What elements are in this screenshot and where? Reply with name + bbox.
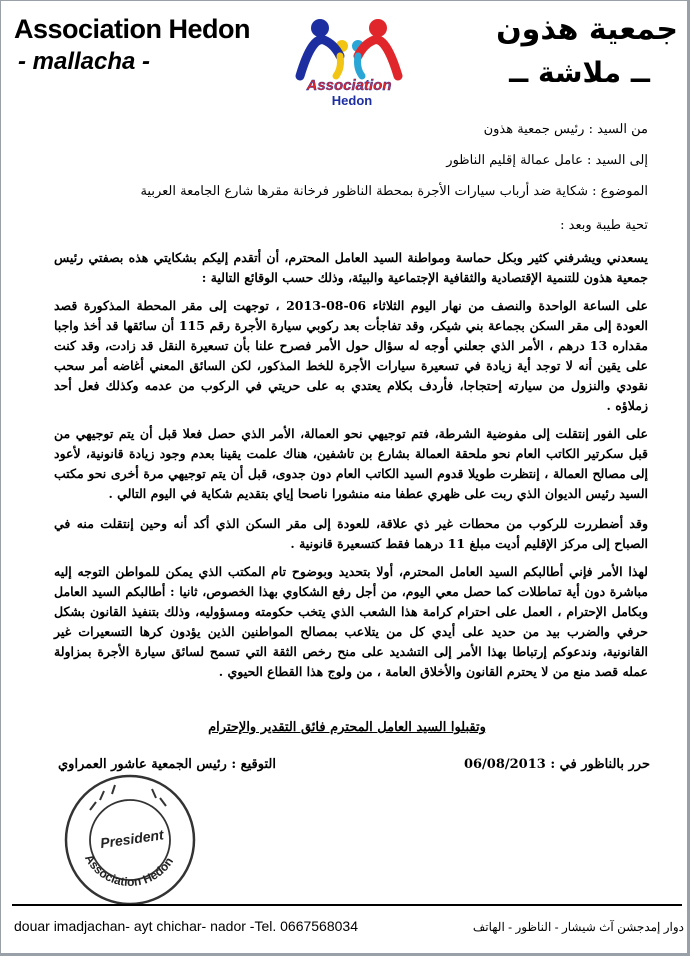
- paragraph-intro: يسعدني ويشرفني كثير وبكل حماسة ومواطنة السيد العامل المحترم، أن أتقدم إليكم بشكايتي هذه بصفتي رئيس جمعية هذون للتنمية الإقتصادية والثقافية الإجتماعية والبيئة، وذلك حسب الوقائع التالية :: [54, 250, 648, 285]
- association-stamp: [60, 770, 200, 910]
- footer-divider: [12, 904, 682, 906]
- letter-from: من السيد : رئيس جمعية هذون: [483, 122, 648, 137]
- date-line: حرر بالناظور في : 06/08/2013: [463, 757, 650, 772]
- town-name-latin: - mallacha -: [18, 48, 151, 75]
- logo-text-association: Association: [306, 77, 392, 94]
- letter-subject: الموضوع : شكاية ضد أرباب سيارات الأجرة بمحطة الناظور فرخانة مقرها شارع الجامعة العربية: [140, 184, 648, 199]
- town-name-arabic: ــ ملاشة ــ: [509, 56, 650, 89]
- logo-text-hedon: Hedon: [331, 93, 373, 108]
- paragraph-followup: على الفور إنتقلت إلى مفوضية الشرطة، فتم توجيهي نحو العمالة، الأمر الذي حصل فعلا قبل أن يتم توجيهي من قبل سكرتير الكاتب العام نحو ملحقة العمالة بشارع بن تاشفين، هناك علمت يقينا بعدم وجود زيادة قانونية، لأعود إلى مصالح العمالة ، إنتظرت طويلا قدوم السيد الكاتب العام دون جدوى، قبل أن يتم توجيهي مرة أخرى نحو مكتب السيد رئيس الديوان الذي ربت على ظهري عطفا منه منشورا ناصحا إياي بتقديم شكاية في اليوم التالي .: [54, 426, 648, 501]
- paragraph-demands: لهذا الأمر فإني أطالبكم السيد العامل المحترم، أولا بتحديد وبوضوح تام المكتب الذي يمكن للمواطن التوجه إليه مباشرة دون أية تماطلات كما حصل معي اليوم، من أجل رفع الشكاوي بهذا الخصوص، ثانيا : أطالبكم السيد العامل وبكامل الإحترام ، العمل على احترام كرامة هذا الشعب الذي يتخب حكومته ومسؤوليه، وذلك بتنفيذ القانون بشكل حرفي والضرب بيد من حديد على أيدي كل من يتلاعب بمصالح المواطنين الذين يؤدون كرها التسعيرات غير القانونية، وندعوكم إرتباطا بهذا الأمر إلى التشديد على منح رخص الثقة التي تسمح لسائق سيارة الأجرة بمزاولة عمله قصد منع من لا يحترم القانون والأخلاق العامة ، من ولوج هذا القطاع الحيوي .: [54, 564, 648, 679]
- letter-greeting: تحية طيبة وبعد :: [560, 218, 648, 233]
- signature-label: التوقيع : رئيس الجمعية عاشور العمراوي: [58, 757, 276, 772]
- stamp-org-text: Association Hedon: [82, 851, 177, 890]
- stamp-president-text: President: [99, 826, 165, 852]
- paragraph-return: وقد أضطررت للركوب من محطات غير ذي علاقة، للعودة إلى مقر السكن الذي أكد أنه وحين إنتقلت منه في الصباح إلى مركز الإقليم أديت مبلغ 11 درهما فقط كتسعيرة قانونية .: [54, 516, 648, 551]
- letter-to: إلى السيد : عامل عمالة إقليم الناظور: [446, 153, 648, 168]
- footer-address-arabic: دوار إمدجشن آث شيشار - الناظور - الهاتف: [472, 920, 684, 934]
- paragraph-incident: على الساعة الواحدة والنصف من نهار اليوم الثلاثاء 06-08-2013 ، توجهت إلى مقر المحطة المذكورة قصد العودة إلى مقر السكن بجماعة بني شيكر، وقد تفاجأت بعد ركوبي سيارة الأجرة رقم 115 أن سائقها قد أخذ واجبا مقداره 13 درهم ، الأمر الذي جعلني أوجه له سؤال حول الأمر فصرح علنا بأن تسعيرة النقل قد زادت، وقد كنت على يقين أنه لا توجد أية زيادة في تسعيرة سيارات الأجرة للخط المذكور، لكن السائق المعني أغاضه أمر سحب نقودي والنزول من سيارته إحتجاجا، فأردف بكلام يعتدي به على حريتي في الركوب من عدمه وكذلك فعل أحد زملاؤه .: [54, 298, 648, 413]
- org-name-arabic: جمعية هذون: [496, 12, 678, 47]
- closing-line: وتقبلوا السيد العامل المحترم فائق التقدير والإحترام: [208, 720, 486, 735]
- footer-address-latin: douar imadjachan- ayt chichar- nador -Tel. 0667568034: [14, 918, 358, 934]
- footer-address: [14, 918, 684, 934]
- org-name-latin: Association Hedon: [14, 14, 251, 44]
- association-logo: [290, 16, 408, 108]
